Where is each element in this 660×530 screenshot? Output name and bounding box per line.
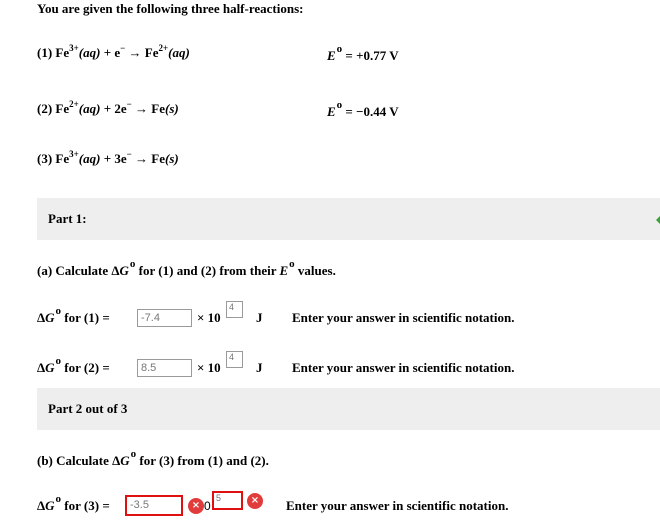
delta-g-3-input[interactable]: -3.5	[125, 495, 183, 516]
part-2-header[interactable]	[37, 388, 660, 430]
unit-1: J	[256, 310, 263, 325]
times-ten-3: 0	[204, 499, 211, 513]
delta-g-3-label: $\Delta G^o$ for (3) =	[37, 493, 110, 513]
question-a: (a) Calculate $\Delta G^o$ for (1) and (2) from their $E^o$ values.	[37, 258, 336, 278]
hint-1: Enter your answer in scientific notation.	[292, 310, 515, 325]
reaction-1-e0: $E^o = +0.77$ V	[327, 43, 399, 63]
delta-g-1-label: $\Delta G^o$ for (1) =	[37, 305, 110, 325]
hint-2: Enter your answer in scientific notation.	[292, 360, 515, 375]
reaction-2-e0: $E^o = -0.44$ V	[327, 99, 399, 119]
times-ten-1: × 10	[197, 310, 221, 325]
delta-g-1-exponent-input[interactable]: 4	[226, 301, 243, 318]
reaction-3: (3) $Fe^{3+}(aq) + 3e^- \to Fe(s)$	[37, 149, 179, 166]
part-1-header[interactable]	[37, 198, 660, 240]
question-b: (b) Calculate $\Delta G^o$ for (3) from (1) and (2).	[37, 448, 269, 468]
triangle-left-icon[interactable]	[656, 216, 660, 224]
reaction-1: (1) $Fe^{3+}(aq) + e^- \to Fe^{2+}(aq)$	[37, 43, 190, 60]
delta-g-2-exponent-input[interactable]: 4	[226, 351, 243, 368]
times-ten-2: × 10	[197, 360, 221, 375]
close-circle-icon: ×	[188, 498, 204, 514]
close-circle-icon: ×	[247, 493, 263, 509]
delta-g-2-input[interactable]: 8.5	[137, 359, 192, 377]
delta-g-1-input[interactable]: -7.4	[137, 309, 192, 327]
hint-3: Enter your answer in scientific notation.	[286, 498, 509, 513]
intro-text: You are given the following three half-reactions:	[37, 1, 304, 16]
part-1-label: Part 1:	[48, 211, 87, 226]
delta-g-2-label: $\Delta G^o$ for (2) =	[37, 355, 110, 375]
reaction-2: (2) $Fe^{2+}(aq) + 2e^- \to Fe(s)$	[37, 99, 179, 116]
unit-2: J	[256, 360, 263, 375]
delta-g-3-exponent-input[interactable]: 5	[212, 491, 243, 510]
part-2-label: Part 2 out of 3	[48, 401, 128, 416]
